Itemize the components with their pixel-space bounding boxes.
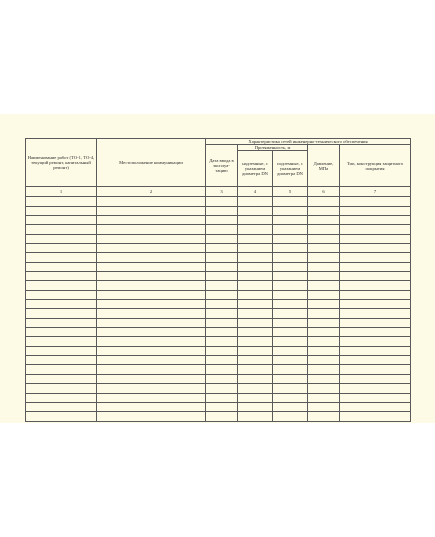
table-cell[interactable] (206, 402, 238, 411)
table-cell[interactable] (26, 328, 97, 337)
table-cell[interactable] (340, 281, 411, 290)
table-cell[interactable] (206, 262, 238, 271)
table-row (26, 225, 411, 234)
table-cell[interactable] (308, 253, 340, 262)
table-cell[interactable] (206, 197, 238, 206)
table-cell[interactable] (97, 318, 206, 327)
table-row (26, 197, 411, 206)
table-cell[interactable] (308, 206, 340, 215)
column-number-row (26, 187, 411, 197)
table-cell[interactable] (238, 337, 273, 346)
table-cell[interactable] (308, 412, 340, 421)
table-cell[interactable] (308, 393, 340, 402)
table-cell[interactable] (206, 356, 238, 365)
table-cell[interactable] (26, 318, 97, 327)
table-cell[interactable] (97, 281, 206, 290)
table-cell[interactable] (206, 225, 238, 234)
table-cell[interactable] (340, 206, 411, 215)
table-cell[interactable] (238, 384, 273, 393)
table-cell[interactable] (26, 225, 97, 234)
table-cell[interactable] (273, 234, 308, 243)
table-cell[interactable] (273, 402, 308, 411)
column-number: 7 (340, 187, 411, 197)
table-cell[interactable] (308, 234, 340, 243)
table-cell[interactable] (26, 309, 97, 318)
table-cell[interactable] (340, 393, 411, 402)
table-cell[interactable] (97, 290, 206, 299)
table-cell[interactable] (26, 374, 97, 383)
table-cell[interactable] (340, 412, 411, 421)
table-row (26, 412, 411, 421)
table-body (26, 197, 411, 421)
table-cell[interactable] (238, 225, 273, 234)
table-cell[interactable] (206, 309, 238, 318)
header-pressure: Давление, МПа (308, 145, 340, 187)
table-cell[interactable] (26, 253, 97, 262)
table-cell[interactable] (97, 365, 206, 374)
table-cell[interactable] (340, 402, 411, 411)
table-cell[interactable] (273, 346, 308, 355)
table-cell[interactable] (308, 356, 340, 365)
table-cell[interactable] (97, 402, 206, 411)
table-row (26, 234, 411, 243)
table-cell[interactable] (273, 356, 308, 365)
table-cell[interactable] (238, 281, 273, 290)
table-cell[interactable] (238, 309, 273, 318)
table-cell[interactable] (340, 244, 411, 253)
table-row (26, 356, 411, 365)
table-cell[interactable] (206, 384, 238, 393)
table-cell[interactable] (206, 234, 238, 243)
table-cell[interactable] (238, 402, 273, 411)
table-cell[interactable] (206, 281, 238, 290)
table-cell[interactable] (340, 197, 411, 206)
table-cell[interactable] (26, 337, 97, 346)
table-cell[interactable] (238, 346, 273, 355)
table-cell[interactable] (340, 337, 411, 346)
table-row (26, 384, 411, 393)
log-page (0, 114, 435, 423)
table-row (26, 402, 411, 411)
table-cell[interactable] (26, 290, 97, 299)
table-cell[interactable] (206, 374, 238, 383)
table-cell[interactable] (238, 365, 273, 374)
table-cell[interactable] (308, 318, 340, 327)
table-cell[interactable] (340, 328, 411, 337)
header-network-characteristics: Характеристика сетей инженерно-технического обеспечения (206, 139, 411, 145)
table-cell[interactable] (238, 197, 273, 206)
table-cell[interactable] (26, 197, 97, 206)
table-cell[interactable] (340, 225, 411, 234)
table-cell[interactable] (97, 197, 206, 206)
table-cell[interactable] (97, 337, 206, 346)
table-row (26, 290, 411, 299)
table-cell[interactable] (340, 365, 411, 374)
table-row (26, 300, 411, 309)
table-cell[interactable] (206, 318, 238, 327)
table-cell[interactable] (340, 300, 411, 309)
table-cell[interactable] (97, 225, 206, 234)
table-cell[interactable] (26, 402, 97, 411)
table-cell[interactable] (273, 393, 308, 402)
table-cell[interactable] (273, 272, 308, 281)
table-cell[interactable] (273, 290, 308, 299)
table-cell[interactable] (340, 318, 411, 327)
column-number: 2 (97, 187, 206, 197)
table-cell[interactable] (273, 197, 308, 206)
table-cell[interactable] (273, 384, 308, 393)
table-cell[interactable] (308, 290, 340, 299)
table-row (26, 346, 411, 355)
header-commission-date: Дата ввода в эксплуа-тацию (206, 145, 238, 187)
table-cell[interactable] (238, 300, 273, 309)
table-cell[interactable] (340, 234, 411, 243)
table-cell[interactable] (206, 244, 238, 253)
table-cell[interactable] (26, 384, 97, 393)
table-cell[interactable] (97, 206, 206, 215)
table-cell[interactable] (308, 337, 340, 346)
table-cell[interactable] (273, 215, 308, 224)
table-cell[interactable] (238, 262, 273, 271)
table-cell[interactable] (238, 244, 273, 253)
table-cell[interactable] (238, 253, 273, 262)
table-cell[interactable] (273, 262, 308, 271)
table-cell[interactable] (97, 393, 206, 402)
table-row (26, 272, 411, 281)
table-cell[interactable] (26, 244, 97, 253)
table-cell[interactable] (308, 244, 340, 253)
table-cell[interactable] (308, 374, 340, 383)
header-length: Протяженность, м (238, 145, 308, 151)
table-cell[interactable] (340, 374, 411, 383)
header-overground: надземные, с указанием диаметра DN (238, 151, 273, 187)
table-cell[interactable] (26, 346, 97, 355)
table-row (26, 374, 411, 383)
column-number: 5 (273, 187, 308, 197)
table-cell[interactable] (238, 356, 273, 365)
column-number: 4 (238, 187, 273, 197)
table-cell[interactable] (26, 234, 97, 243)
table-cell[interactable] (308, 402, 340, 411)
table-row (26, 328, 411, 337)
table-cell[interactable] (97, 234, 206, 243)
table-cell[interactable] (273, 328, 308, 337)
table-cell[interactable] (273, 206, 308, 215)
table-cell[interactable] (273, 253, 308, 262)
table-cell[interactable] (26, 300, 97, 309)
table-row (26, 244, 411, 253)
table-cell[interactable] (238, 234, 273, 243)
table-cell[interactable] (97, 412, 206, 421)
table-cell[interactable] (97, 244, 206, 253)
table-row (26, 337, 411, 346)
table-cell[interactable] (206, 206, 238, 215)
column-number: 1 (26, 187, 97, 197)
header-coating-type: Тип, конструкция защитного покрытия (340, 145, 411, 187)
table-cell[interactable] (273, 374, 308, 383)
table-cell[interactable] (273, 318, 308, 327)
table-cell[interactable] (308, 300, 340, 309)
table-cell[interactable] (308, 309, 340, 318)
table-cell[interactable] (238, 374, 273, 383)
table-cell[interactable] (340, 262, 411, 271)
header-location: Местоположение коммуникации (97, 139, 206, 187)
table-cell[interactable] (340, 215, 411, 224)
table-cell[interactable] (308, 272, 340, 281)
table-cell[interactable] (26, 272, 97, 281)
table-cell[interactable] (308, 262, 340, 271)
table-cell[interactable] (238, 393, 273, 402)
table-cell[interactable] (206, 272, 238, 281)
table-row (26, 253, 411, 262)
table-cell[interactable] (26, 262, 97, 271)
table-cell[interactable] (273, 412, 308, 421)
table-row (26, 206, 411, 215)
table-cell[interactable] (26, 412, 97, 421)
table-cell[interactable] (97, 309, 206, 318)
table-cell[interactable] (206, 412, 238, 421)
table-cell[interactable] (238, 328, 273, 337)
table-cell[interactable] (97, 356, 206, 365)
table-cell[interactable] (26, 281, 97, 290)
table-cell[interactable] (97, 215, 206, 224)
table-cell[interactable] (206, 300, 238, 309)
table-cell[interactable] (206, 346, 238, 355)
table-row (26, 365, 411, 374)
table-cell[interactable] (308, 215, 340, 224)
table-cell[interactable] (97, 300, 206, 309)
table-cell[interactable] (26, 365, 97, 374)
table-cell[interactable] (273, 281, 308, 290)
table-cell[interactable] (308, 225, 340, 234)
table-cell[interactable] (308, 281, 340, 290)
table-cell[interactable] (26, 206, 97, 215)
table-cell[interactable] (273, 244, 308, 253)
table-cell[interactable] (97, 328, 206, 337)
table-row (26, 281, 411, 290)
table-cell[interactable] (308, 346, 340, 355)
table-cell[interactable] (340, 346, 411, 355)
table-cell[interactable] (206, 337, 238, 346)
table-cell[interactable] (238, 215, 273, 224)
table-cell[interactable] (97, 384, 206, 393)
table-cell[interactable] (308, 365, 340, 374)
table-cell[interactable] (238, 412, 273, 421)
table-cell[interactable] (97, 346, 206, 355)
header-work-name: Наименование работ (ТО-1, ТО-4, текущий ремонт, капитальный ремонт) (26, 139, 97, 187)
table-cell[interactable] (340, 356, 411, 365)
table-row (26, 309, 411, 318)
table-cell[interactable] (26, 215, 97, 224)
table-cell[interactable] (97, 253, 206, 262)
table-cell[interactable] (273, 300, 308, 309)
table-cell[interactable] (308, 328, 340, 337)
table-cell[interactable] (340, 253, 411, 262)
table-cell[interactable] (238, 290, 273, 299)
table-cell[interactable] (273, 365, 308, 374)
table-cell[interactable] (340, 272, 411, 281)
column-number: 3 (206, 187, 238, 197)
table-cell[interactable] (26, 356, 97, 365)
table-cell[interactable] (273, 309, 308, 318)
table-cell[interactable] (340, 309, 411, 318)
table-cell[interactable] (308, 197, 340, 206)
table-row (26, 262, 411, 271)
table-cell[interactable] (206, 215, 238, 224)
table-cell[interactable] (97, 272, 206, 281)
table-cell[interactable] (206, 393, 238, 402)
table-cell[interactable] (238, 318, 273, 327)
table-cell[interactable] (97, 374, 206, 383)
table-cell[interactable] (206, 328, 238, 337)
table-cell[interactable] (273, 337, 308, 346)
table-cell[interactable] (206, 290, 238, 299)
table-cell[interactable] (206, 365, 238, 374)
column-number: 6 (308, 187, 340, 197)
table-cell[interactable] (238, 272, 273, 281)
table-cell[interactable] (340, 290, 411, 299)
table-row (26, 318, 411, 327)
table-cell[interactable] (238, 206, 273, 215)
table-cell[interactable] (97, 262, 206, 271)
table-cell[interactable] (273, 225, 308, 234)
table-row (26, 215, 411, 224)
table-row (26, 393, 411, 402)
table-cell[interactable] (206, 253, 238, 262)
maintenance-table (25, 138, 411, 422)
header-underground: подземные, с указанием диаметра DN (273, 151, 308, 187)
table-cell[interactable] (26, 393, 97, 402)
table-cell[interactable] (308, 384, 340, 393)
table-cell[interactable] (340, 384, 411, 393)
